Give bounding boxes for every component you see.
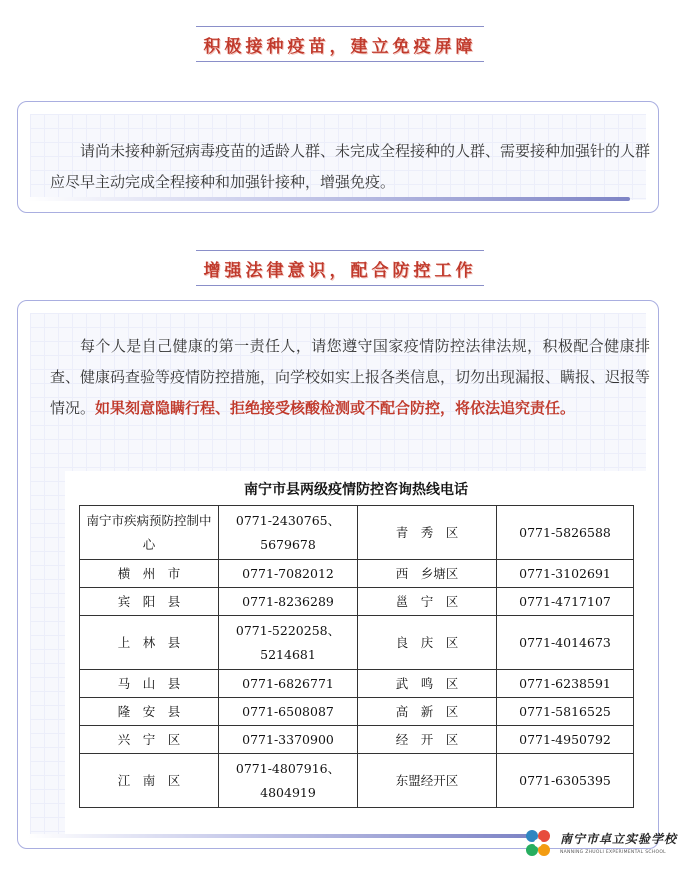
phone-cell: 0771-5816525 [497, 698, 634, 726]
law-paragraph-warning: 如果刻意隐瞒行程、拒绝接受核酸检测或不配合防控，将依法追究责任。 [95, 399, 576, 417]
accent-bar [28, 834, 528, 838]
phone-cell: 0771-5826588 [497, 506, 634, 560]
law-paragraph [50, 331, 650, 424]
pinwheel-logo-icon [520, 826, 556, 862]
phone-cell: 0771-4014673 [497, 616, 634, 670]
district-cell: 邕 宁 区 [358, 588, 497, 616]
section-heading-vaccination: 积极接种疫苗，建立免疫屏障 [196, 26, 484, 62]
district-cell: 兴 宁 区 [80, 726, 219, 754]
district-cell: 马 山 县 [80, 670, 219, 698]
phone-cell: 0771-4950792 [497, 726, 634, 754]
table-row [80, 754, 634, 808]
table-row [80, 506, 634, 560]
district-cell: 高 新 区 [358, 698, 497, 726]
phone-cell: 0771-6305395 [497, 754, 634, 808]
district-cell: 西 乡塘区 [358, 560, 497, 588]
school-name: 南宁市卓立实验学校 [560, 832, 678, 846]
district-cell: 良 庆 区 [358, 616, 497, 670]
phone-cell: 0771-6826771 [219, 670, 358, 698]
district-cell: 横 州 市 [80, 560, 219, 588]
vaccination-card [17, 101, 659, 213]
district-cell: 宾 阳 县 [80, 588, 219, 616]
phone-cell: 0771-4807916、4804919 [219, 754, 358, 808]
hotline-table-panel [65, 471, 647, 841]
hotline-table [79, 505, 634, 808]
district-cell: 东盟经开区 [358, 754, 497, 808]
school-logo [520, 826, 678, 864]
phone-cell: 0771-8236289 [219, 588, 358, 616]
district-cell: 上 林 县 [80, 616, 219, 670]
law-paragraph-text: 每个人是自己健康的第一责任人，请您遵守国家疫情防控法律法规，积极配合健康排查、健康码查验等疫情防控措施，向学校如实上报各类信息，切勿出现漏报、瞒报、迟报等情况。 [50, 337, 651, 417]
district-cell: 经 开 区 [358, 726, 497, 754]
school-name-en: NANNING ZHUOLI EXPERIMENTAL SCHOOL [560, 850, 666, 855]
table-row [80, 616, 634, 670]
table-row [80, 726, 634, 754]
phone-cell: 0771-3370900 [219, 726, 358, 754]
phone-cell: 0771-4717107 [497, 588, 634, 616]
vaccination-paragraph: 请尚未接种新冠病毒疫苗的适龄人群、未完成全程接种的人群、需要接种加强针的人群应尽早主动完成全程接种和加强针接种，增强免疫。 [50, 142, 651, 191]
phone-cell: 0771-2430765、5679678 [219, 506, 358, 560]
phone-cell: 0771-7082012 [219, 560, 358, 588]
district-cell: 南宁市疾病预防控制中心 [80, 506, 219, 560]
table-row [80, 560, 634, 588]
accent-bar [28, 197, 630, 201]
hotline-table-title: 南宁市县两级疫情防控咨询热线电话 [244, 482, 468, 498]
table-row [80, 698, 634, 726]
table-row [80, 670, 634, 698]
district-cell: 青 秀 区 [358, 506, 497, 560]
phone-cell: 0771-5220258、5214681 [219, 616, 358, 670]
phone-cell: 0771-3102691 [497, 560, 634, 588]
district-cell: 武 鸣 区 [358, 670, 497, 698]
district-cell: 江 南 区 [80, 754, 219, 808]
district-cell: 隆 安 县 [80, 698, 219, 726]
table-row [80, 588, 634, 616]
law-card [17, 300, 659, 849]
section-heading-law: 增强法律意识，配合防控工作 [196, 250, 484, 286]
phone-cell: 0771-6238591 [497, 670, 634, 698]
phone-cell: 0771-6508087 [219, 698, 358, 726]
